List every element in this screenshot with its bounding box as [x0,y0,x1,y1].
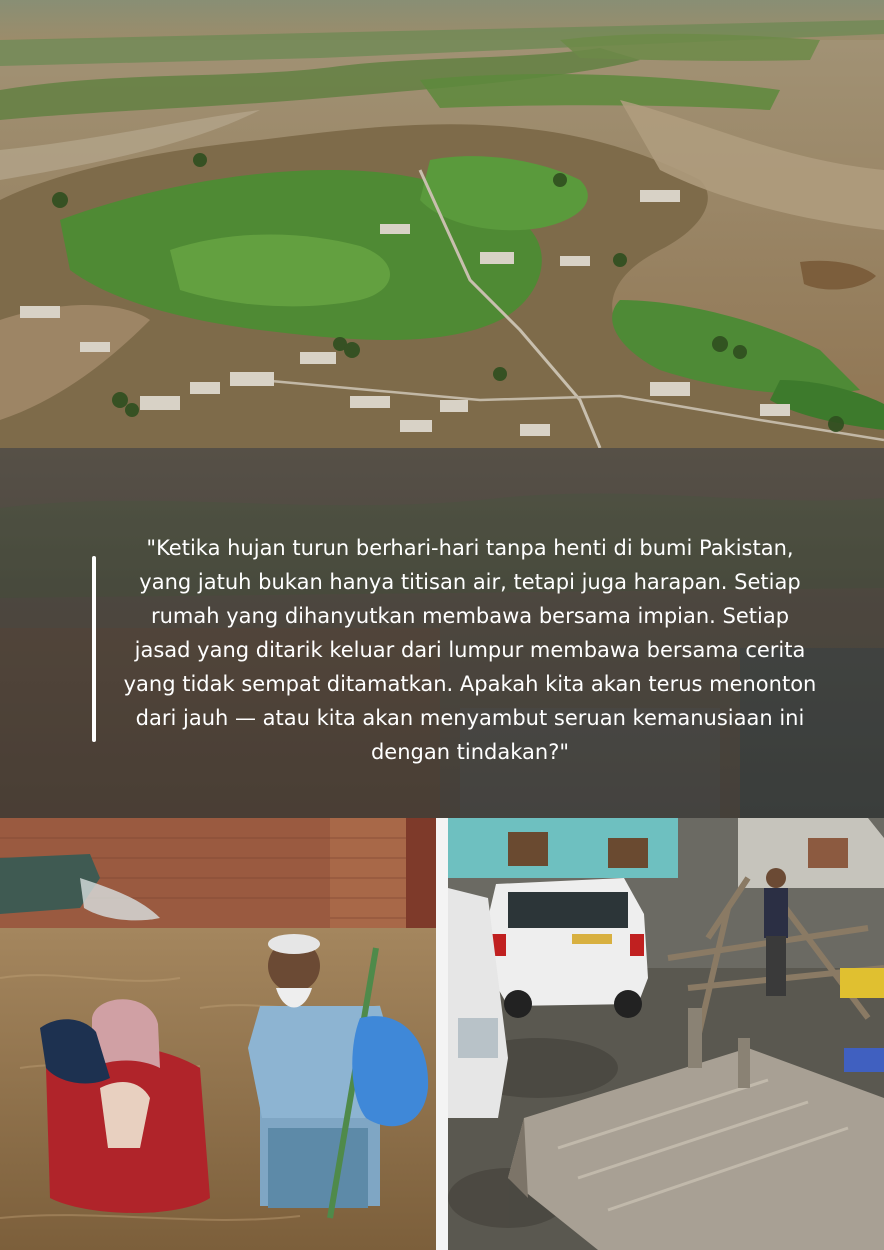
quote-band [0,448,884,818]
aerial-flood-illustration [0,0,884,448]
aerial-flood-photo [0,0,884,448]
photo-debris-car [448,818,884,1250]
photo-couple-wading [0,818,436,1250]
quote-text: "Ketika hujan turun berhari-hari tanpa henti di bumi Pakistan, yang jatuh bukan hanya titisan air, tetapi juga harapan. Setiap rumah yang dihanyutkan membawa bersama impian. Setiap jasad yang ditarik keluar dari lumpur membawa bersama cerita yang tidak sempat ditamatkan. Apakah kita akan terus menonton dari jauh — atau kita akan menyambut seruan kemanusiaan ini dengan tindakan?" [123,536,817,764]
quote-accent-bar [92,556,96,742]
wading-couple-illustration [0,818,436,1250]
photo-divider [436,818,448,1250]
debris-car-illustration [448,818,884,1250]
